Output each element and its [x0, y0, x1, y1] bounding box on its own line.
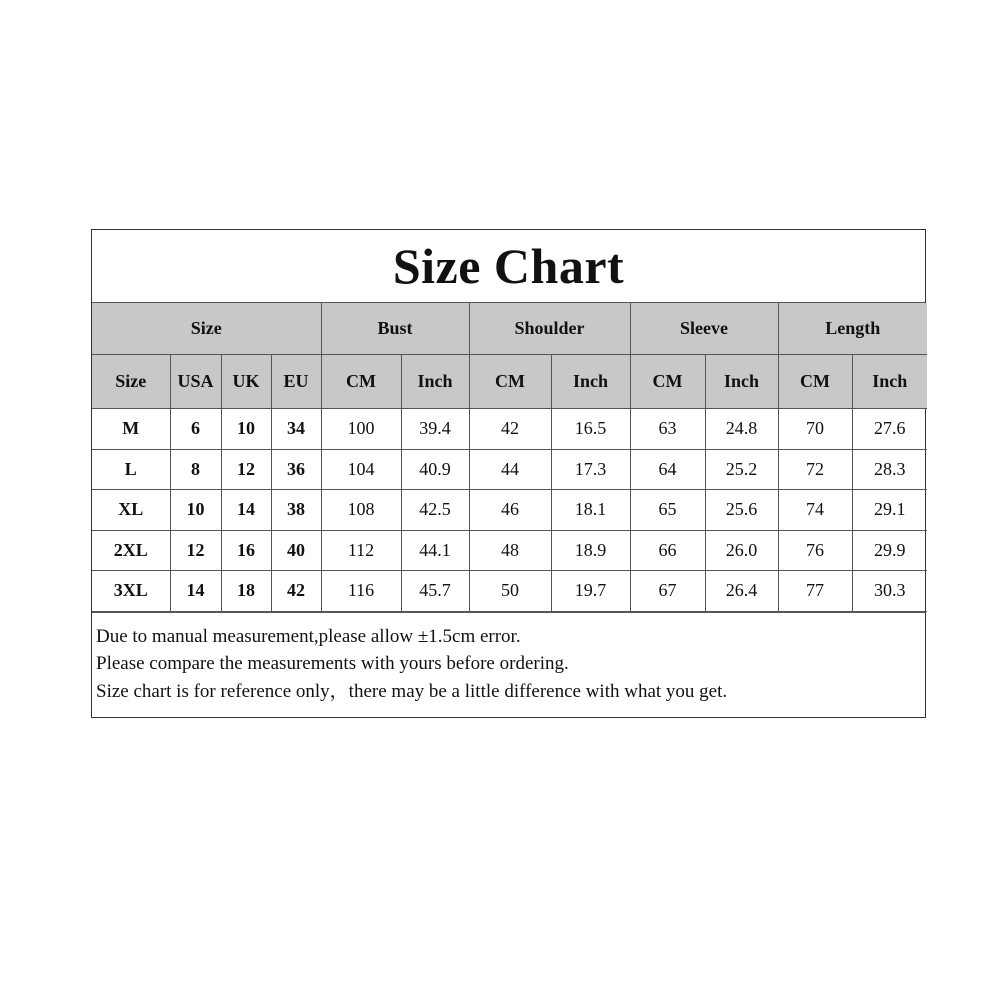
cell-shoulder-inch: 19.7 [551, 571, 630, 612]
cell-bust-cm: 116 [321, 571, 401, 612]
cell-sleeve-cm: 67 [630, 571, 705, 612]
cell-size: 3XL [92, 571, 170, 612]
size-chart [91, 229, 926, 718]
cell-shoulder-cm: 44 [469, 449, 551, 490]
cell-bust-inch: 45.7 [401, 571, 469, 612]
cell-bust-cm: 104 [321, 449, 401, 490]
note-line: Please compare the measurements with yours before ordering. [96, 653, 569, 674]
note-line: Due to manual measurement,please allow ±1.5cm error. [96, 625, 521, 647]
cell-length-cm: 74 [778, 490, 852, 531]
subheader-shoulder-cm: CM [469, 355, 551, 409]
subheader-bust-cm: CM [321, 355, 401, 409]
cell-sleeve-inch: 26.4 [705, 571, 778, 612]
subheader-length-inch: Inch [852, 355, 927, 409]
cell-bust-inch: 40.9 [401, 449, 469, 490]
cell-sleeve-inch: 26.0 [705, 530, 778, 571]
subheader-sleeve-cm: CM [630, 355, 705, 409]
cell-uk: 16 [221, 530, 271, 571]
subheader-shoulder-inch: Inch [551, 355, 630, 409]
subheader-sleeve-inch: Inch [705, 355, 778, 409]
cell-shoulder-inch: 16.5 [551, 409, 630, 450]
cell-shoulder-cm: 42 [469, 409, 551, 450]
chart-title: Size Chart [92, 230, 925, 303]
cell-eu: 40 [271, 530, 321, 571]
header-sleeve: Sleeve [630, 303, 778, 355]
cell-length-inch: 27.6 [852, 409, 927, 450]
size-table [92, 303, 927, 612]
header-size: Size [92, 303, 321, 355]
cell-shoulder-cm: 48 [469, 530, 551, 571]
cell-length-cm: 76 [778, 530, 852, 571]
cell-bust-inch: 39.4 [401, 409, 469, 450]
cell-shoulder-inch: 18.9 [551, 530, 630, 571]
table-row [92, 530, 927, 571]
cell-usa: 6 [170, 409, 221, 450]
subheader-bust-inch: Inch [401, 355, 469, 409]
cell-eu: 42 [271, 571, 321, 612]
cell-sleeve-cm: 63 [630, 409, 705, 450]
cell-uk: 14 [221, 490, 271, 531]
cell-usa: 14 [170, 571, 221, 612]
cell-size: L [92, 449, 170, 490]
cell-shoulder-inch: 17.3 [551, 449, 630, 490]
cell-size: XL [92, 490, 170, 531]
table-row [92, 571, 927, 612]
cell-length-cm: 77 [778, 571, 852, 612]
header-group-row [92, 303, 927, 355]
cell-uk: 12 [221, 449, 271, 490]
cell-bust-cm: 112 [321, 530, 401, 571]
cell-usa: 12 [170, 530, 221, 571]
cell-uk: 10 [221, 409, 271, 450]
cell-eu: 38 [271, 490, 321, 531]
table-row [92, 409, 927, 450]
cell-usa: 10 [170, 490, 221, 531]
cell-bust-cm: 100 [321, 409, 401, 450]
header-bust: Bust [321, 303, 469, 355]
cell-length-cm: 72 [778, 449, 852, 490]
cell-sleeve-inch: 25.2 [705, 449, 778, 490]
cell-length-inch: 30.3 [852, 571, 927, 612]
cell-shoulder-inch: 18.1 [551, 490, 630, 531]
subheader-uk: UK [221, 355, 271, 409]
cell-length-inch: 29.9 [852, 530, 927, 571]
table-row [92, 490, 927, 531]
cell-bust-inch: 44.1 [401, 530, 469, 571]
cell-eu: 34 [271, 409, 321, 450]
subheader-length-cm: CM [778, 355, 852, 409]
cell-sleeve-inch: 25.6 [705, 490, 778, 531]
cell-sleeve-cm: 66 [630, 530, 705, 571]
cell-bust-inch: 42.5 [401, 490, 469, 531]
header-length: Length [778, 303, 927, 355]
cell-usa: 8 [170, 449, 221, 490]
cell-size: M [92, 409, 170, 450]
cell-sleeve-cm: 64 [630, 449, 705, 490]
cell-shoulder-cm: 50 [469, 571, 551, 612]
cell-shoulder-cm: 46 [469, 490, 551, 531]
notes [92, 612, 925, 706]
cell-eu: 36 [271, 449, 321, 490]
header-shoulder: Shoulder [469, 303, 630, 355]
subheader-usa: USA [170, 355, 221, 409]
header-sub-row [92, 355, 927, 409]
cell-length-inch: 29.1 [852, 490, 927, 531]
subheader-eu: EU [271, 355, 321, 409]
cell-length-inch: 28.3 [852, 449, 927, 490]
cell-sleeve-cm: 65 [630, 490, 705, 531]
note-line: Size chart is for reference only，there may be a little difference with what you get. [96, 680, 728, 702]
cell-sleeve-inch: 24.8 [705, 409, 778, 450]
cell-uk: 18 [221, 571, 271, 612]
cell-length-cm: 70 [778, 409, 852, 450]
cell-size: 2XL [92, 530, 170, 571]
subheader-size: Size [92, 355, 170, 409]
table-row [92, 449, 927, 490]
cell-bust-cm: 108 [321, 490, 401, 531]
